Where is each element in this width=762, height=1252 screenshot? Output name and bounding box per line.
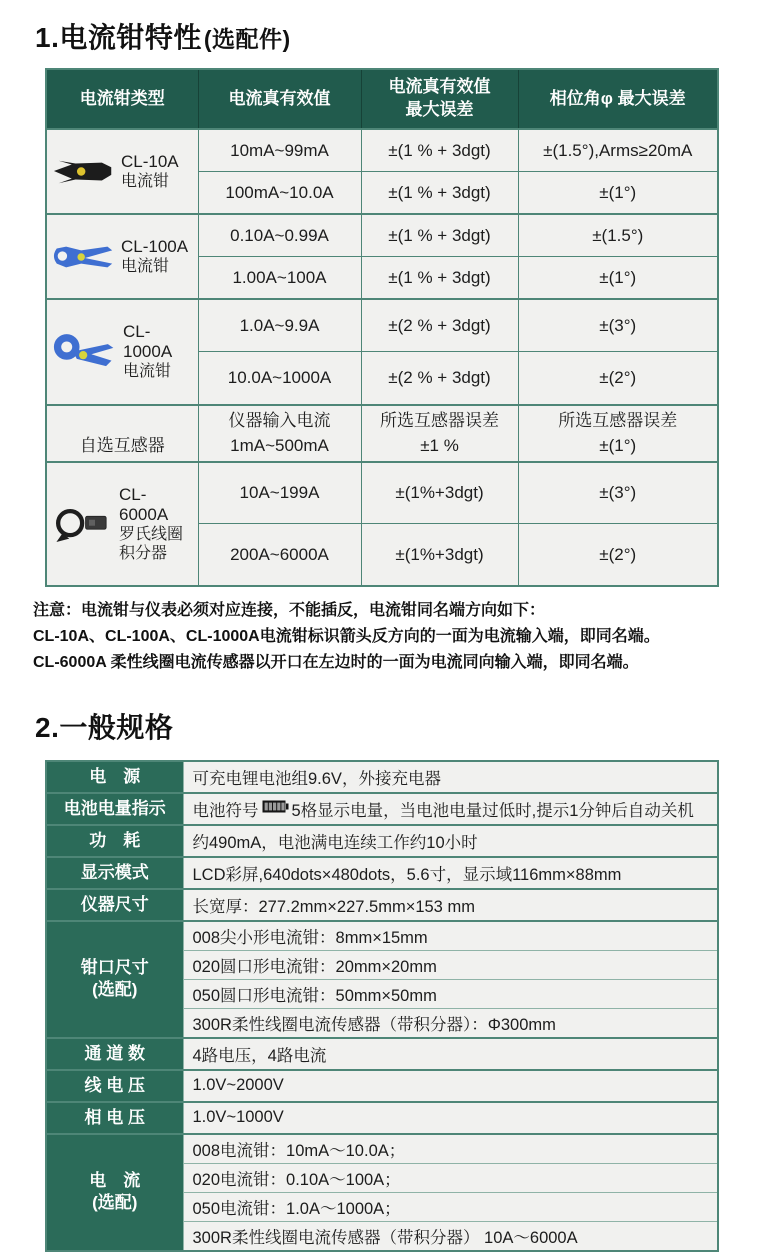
clamp-type-name: CL-10A [121, 152, 179, 171]
spec-label-consumption: 功 耗 [46, 825, 183, 857]
header-cell-true-rms: 电流真有效值 [198, 69, 361, 129]
section2-title-text: 一般规格 [59, 711, 174, 743]
table-row [46, 1102, 718, 1134]
rms-error-cell: ±(1%+3dgt) [361, 524, 518, 586]
battery-text-after: 5格显示电量，当电池电量过低时,提示1分钟后自动关机 [291, 801, 694, 820]
clamp-type-desc: 罗氏线圈 积分器 [119, 525, 184, 562]
spec-document-page [0, 16, 762, 1247]
spec-value-cell: LCD彩屏,640dots×480dots，5.6寸，显示域116mm×88mm [183, 857, 718, 889]
spec-value-cell: 长宽厚：277.2mm×227.5mm×153 mm [183, 889, 718, 921]
spec-label-battery-indicator: 电池电量指示 [46, 793, 183, 825]
rms-error-cell: ±(1 % + 3dgt) [361, 129, 518, 172]
clamp-type-cell-cl1000a [46, 299, 198, 404]
spec-value-cell: 4路电压，4路电流 [183, 1038, 718, 1070]
spec-label-current: 电 流 (选配) [46, 1134, 183, 1251]
header-cell-clamp-type: 电流钳类型 [46, 69, 198, 129]
clamp-type-cell-custom-transformer [46, 405, 198, 462]
general-specifications-table [45, 760, 719, 1252]
header-cell-phase-max-error: 相位角φ 最大误差 [518, 69, 718, 129]
range-cell: 10.0A~1000A [198, 352, 361, 405]
clamp-type-cell-cl6000a [46, 462, 198, 586]
section1-title-suffix: (选配件) [203, 26, 291, 52]
range-cell: 仪器输入电流 1mA~500mA [198, 405, 361, 462]
range-cell: 10mA~99mA [198, 129, 361, 172]
phase-error-cell: ±(3°) [518, 299, 718, 352]
note-line-3: CL-6000A 柔性线圈电流传感器以开口在左边时的一面为电流同向输入端，即同名端。 [33, 653, 639, 671]
spec-value-cell: 1.0V~1000V [183, 1102, 718, 1134]
spec-value-cell: 050电流钳：1.0A～1000A； [183, 1192, 718, 1221]
rms-error-cell: ±(2 % + 3dgt) [361, 299, 518, 352]
table-row [46, 299, 718, 352]
spec-value-cell: 050圆口形电流钳：50mm×50mm [183, 979, 718, 1008]
phase-error-cell: ±(1.5°),Arms≥20mA [518, 129, 718, 172]
header-cell-rms-max-error: 电流真有效值 最大误差 [361, 69, 518, 129]
clamp-type-name: CL-100A [121, 237, 189, 257]
clamp-type-name: 自选互感器 [79, 436, 165, 456]
spec-label-phase-voltage: 相 电 压 [46, 1102, 183, 1134]
range-cell: 0.10A~0.99A [198, 214, 361, 257]
note-line-1: 注意：电流钳与仪表必须对应连接，不能插反，电流钳同名端方向如下： [33, 601, 546, 619]
section2-title-number: 2. [35, 711, 60, 743]
table-row [46, 214, 718, 257]
clamp-type-name: CL-6000A [119, 484, 169, 524]
table-row [46, 921, 718, 951]
phase-error-cell: ±(2°) [518, 524, 718, 586]
cl-1000a-blue-ring-clamp-icon [53, 333, 117, 370]
phase-error-cell: ±(3°) [518, 462, 718, 524]
table-row [46, 793, 718, 825]
table-row [46, 889, 718, 921]
rms-error-cell: ±(1 % + 3dgt) [361, 257, 518, 300]
clamp-type-cell-cl100a [46, 214, 198, 299]
range-cell: 200A~6000A [198, 524, 361, 586]
cl-10a-black-clamp-icon [53, 156, 115, 188]
cl-100a-blue-clamp-icon [53, 241, 115, 273]
spec-value-cell: 008尖小形电流钳：8mm×15mm [183, 921, 718, 951]
spec-value-cell: 020电流钳：0.10A～100A； [183, 1163, 718, 1192]
rms-error-cell: ±(1%+3dgt) [361, 462, 518, 524]
table-row [46, 129, 718, 172]
table-row [46, 761, 718, 793]
battery-text-before: 电池符号 [192, 801, 259, 820]
phase-error-cell: ±(1°) [518, 172, 718, 215]
spec-label-power: 电 源 [46, 761, 183, 793]
rms-error-cell: ±(1 % + 3dgt) [361, 172, 518, 215]
clamp-type-name: CL-1000A [123, 322, 173, 362]
clamp-type-desc: 电流钳 [121, 258, 170, 276]
table-row [46, 1070, 718, 1102]
current-clamp-characteristics-table [45, 68, 719, 587]
phase-error-cell: 所选互感器误差 ±(1°) [518, 405, 718, 462]
table1-header-row [46, 69, 718, 129]
range-cell: 10A~199A [198, 462, 361, 524]
spec-value-cell: 可充电锂电池组9.6V，外接充电器 [183, 761, 718, 793]
section1-title-number: 1. [35, 22, 60, 53]
clamp-type-desc: 电流钳 [121, 173, 170, 190]
phase-error-cell: ±(1.5°) [518, 214, 718, 257]
spec-value-cell: 1.0V~2000V [183, 1070, 718, 1102]
spec-value-cell [183, 793, 718, 825]
table-row [46, 857, 718, 889]
table-row [46, 462, 718, 524]
rms-error-cell: ±(2 % + 3dgt) [361, 352, 518, 405]
battery-5-bars-icon [262, 799, 289, 818]
range-cell: 1.00A~100A [198, 257, 361, 300]
spec-label-line-voltage: 线 电 压 [46, 1070, 183, 1102]
phase-error-cell: ±(1°) [518, 257, 718, 300]
spec-value-cell: 300R柔性线圈电流传感器（带积分器）：Φ300mm [183, 1008, 718, 1038]
cl-6000a-rogowski-coil-icon [53, 503, 113, 545]
phase-error-cell: ±(2°) [518, 352, 718, 405]
spec-label-display-mode: 显示模式 [46, 857, 183, 889]
spec-value-cell: 020圆口形电流钳：20mm×20mm [183, 950, 718, 979]
spec-value-cell: 300R柔性线圈电流传感器（带积分器） 10A～6000A [183, 1221, 718, 1251]
spec-label-channels: 通 道 数 [46, 1038, 183, 1070]
rms-error-cell: ±(1 % + 3dgt) [361, 214, 518, 257]
clamp-type-desc: 电流钳 [123, 363, 172, 381]
range-cell: 100mA~10.0A [198, 172, 361, 215]
clamp-type-cell-cl10a [46, 129, 198, 214]
note-line-2: CL-10A、CL-100A、CL-1000A电流钳标识箭头反方向的一面为电流输入端，即同名端。 [33, 627, 660, 645]
connection-notes [33, 599, 732, 674]
section1-title-text: 电流钳特性 [59, 22, 202, 53]
table-row [46, 1134, 718, 1164]
section1-title [35, 16, 762, 56]
table-row [46, 405, 718, 462]
spec-value-cell: 约490mA，电池满电连续工作约10小时 [183, 825, 718, 857]
spec-value-cell: 008电流钳：10mA～10.0A； [183, 1134, 718, 1164]
spec-label-instrument-size: 仪器尺寸 [46, 889, 183, 921]
range-cell: 1.0A~9.9A [198, 299, 361, 352]
rms-error-cell: 所选互感器误差 ±1 % [361, 405, 518, 462]
section2-title [35, 706, 762, 746]
table-row [46, 825, 718, 857]
spec-label-jaw-size: 钳口尺寸 (选配) [46, 921, 183, 1038]
